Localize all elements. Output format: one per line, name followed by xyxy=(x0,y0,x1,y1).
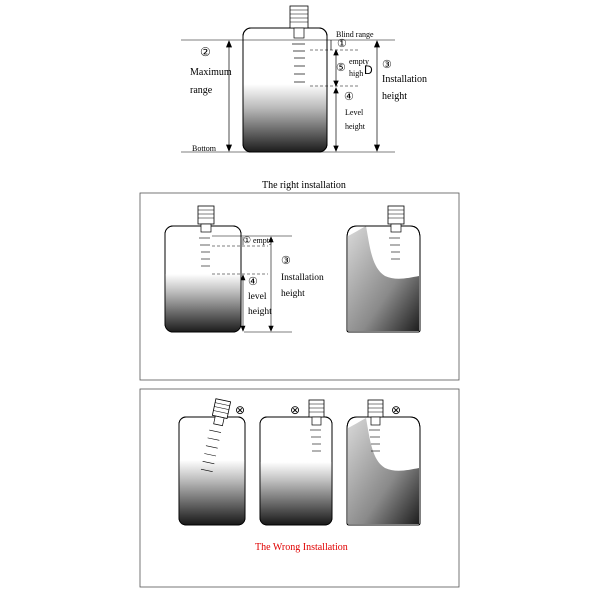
marker-4: ④ xyxy=(344,91,354,103)
blind-range-label: Blind range xyxy=(336,30,374,39)
wrong-tank-wall xyxy=(260,400,332,526)
high-label: high xyxy=(349,69,364,78)
top-tank xyxy=(243,28,327,154)
marker-1: ① xyxy=(337,38,347,50)
bottom-label: Bottom xyxy=(192,144,217,153)
right-installation-label-line2: height xyxy=(281,289,305,299)
marker-2: ② xyxy=(200,45,211,59)
maximum-range-label-line1: Maximum xyxy=(190,67,232,78)
marker-3: ③ xyxy=(382,59,392,71)
right-marker-3: ③ xyxy=(281,255,291,267)
right-installation-label-line1: Installation xyxy=(281,273,324,283)
d-label: D xyxy=(364,63,373,77)
right-level-label-line1: level xyxy=(248,292,267,302)
wrong-installation-panel xyxy=(140,389,459,587)
level-height-label-line2: height xyxy=(345,122,365,131)
right-tank-correct xyxy=(165,206,241,334)
wrong-installation-title: The Wrong Installation xyxy=(255,542,348,553)
right-empty-label: empty xyxy=(253,236,273,245)
level-height-label-line1: Level xyxy=(345,108,364,117)
installation-height-label-line2: height xyxy=(382,91,407,102)
marker-5: ⑤ xyxy=(336,62,346,74)
right-marker-4: ④ xyxy=(248,276,258,288)
installation-height-label-line1: Installation xyxy=(382,74,427,85)
empty-label: empty xyxy=(349,57,369,66)
wrong-mark-icon-1: ⊗ xyxy=(235,403,246,417)
right-installation-title: The right installation xyxy=(262,180,346,191)
right-tank-foam xyxy=(347,206,420,332)
wrong-mark-icon-2: ⊗ xyxy=(290,403,301,417)
top-diagram xyxy=(181,6,395,154)
right-level-label-line2: height xyxy=(248,307,272,317)
wrong-mark-icon-3: ⊗ xyxy=(391,403,402,417)
wrong-tank-cone xyxy=(347,400,420,525)
right-installation-panel xyxy=(140,193,459,380)
wrong-tank-tilted xyxy=(179,399,245,526)
maximum-range-label-line2: range xyxy=(190,85,213,96)
right-marker-1: ① xyxy=(243,235,252,245)
